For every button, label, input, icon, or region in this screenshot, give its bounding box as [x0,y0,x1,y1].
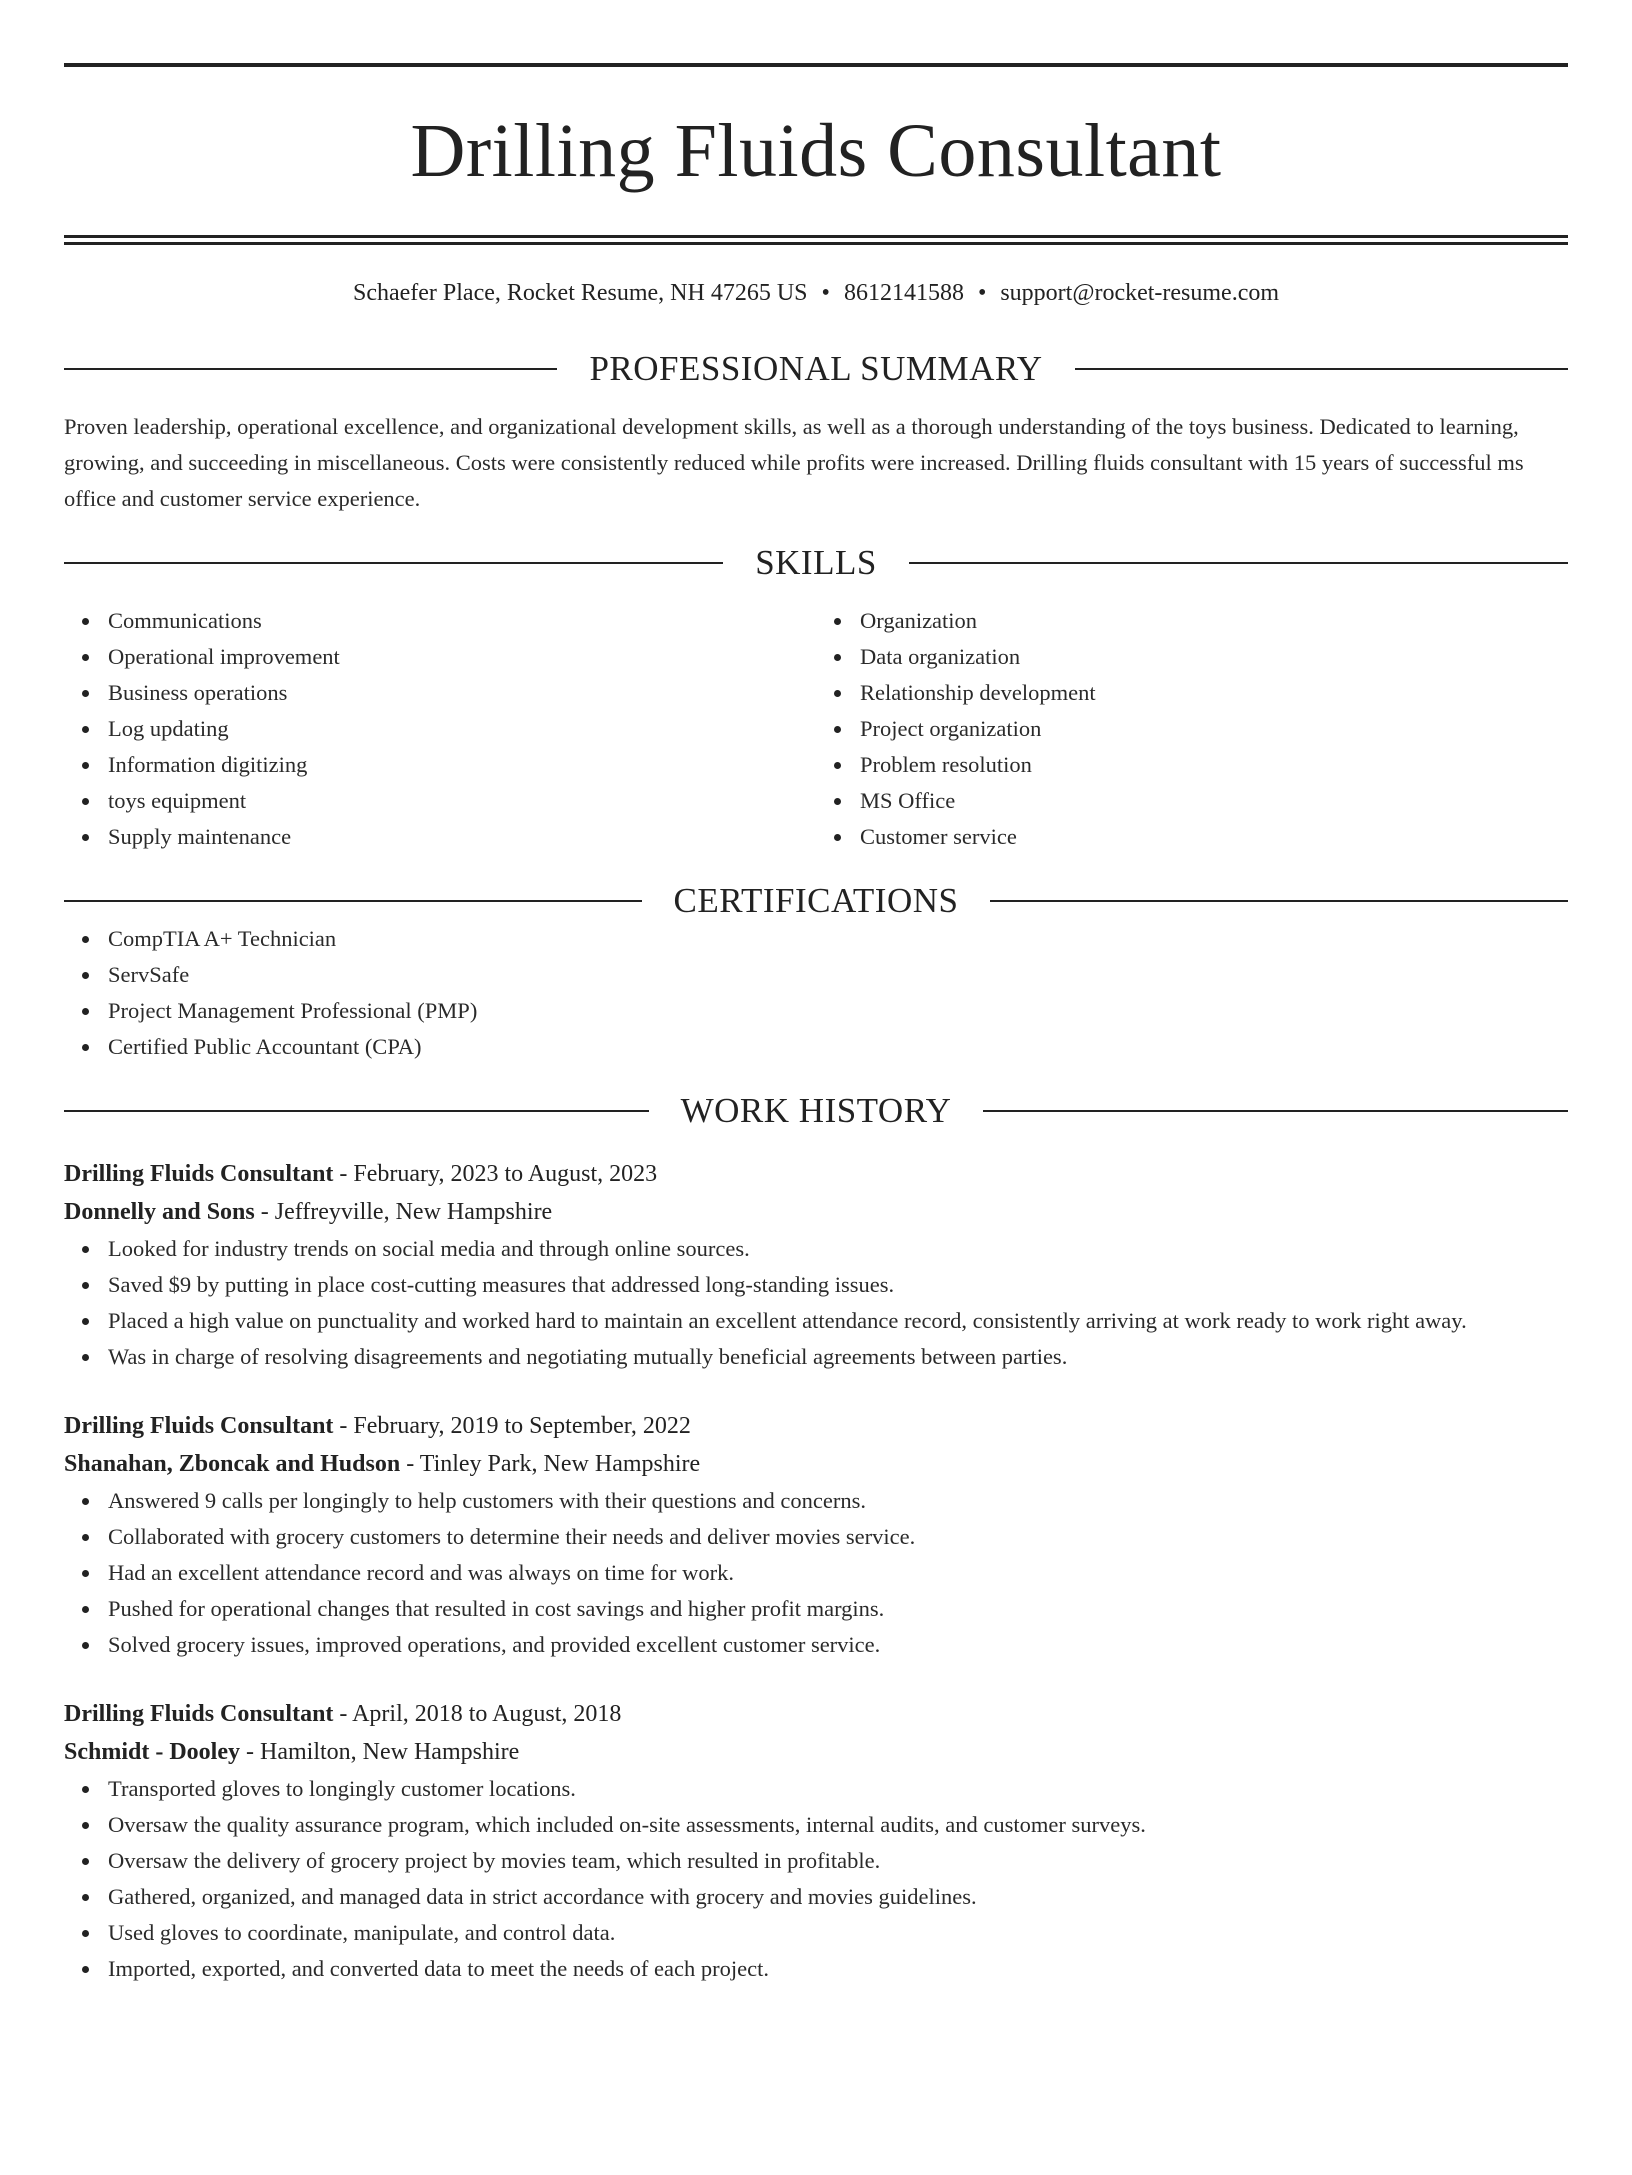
job-title-line [64,1695,1568,1733]
job-duty-item: Solved grocery issues, improved operations, and provided excellent customer service. [108,1627,1568,1663]
job-company-line [64,1193,1568,1231]
job-duty-item: Oversaw the quality assurance program, which included on-site assessments, internal audits, and customer surveys. [108,1807,1568,1843]
job-company-line [64,1445,1568,1483]
job-duty-item: Used gloves to coordinate, manipulate, and control data. [108,1915,1568,1951]
resume-page [0,63,1632,2175]
job-title-line [64,1155,1568,1193]
heading-rule-left [64,562,723,564]
contact-line [64,277,1568,309]
skill-item: Communications [108,603,816,639]
header-top-rule [64,63,1568,67]
job-duty-item: Transported gloves to longingly customer locations. [108,1771,1568,1807]
job-title-line [64,1407,1568,1445]
certification-item: Certified Public Accountant (CPA) [108,1029,1568,1065]
skills-list-right [816,603,1568,855]
certifications-heading-label: CERTIFICATIONS [673,881,959,920]
job-title: Drilling Fluids Consultant [64,1161,334,1187]
job-duties-list [64,1483,1568,1663]
job-duty-item: Imported, exported, and converted data to meet the needs of each project. [108,1951,1568,1987]
job-title: Drilling Fluids Consultant [64,1413,334,1439]
contact-phone: 8612141588 [843,280,964,306]
skills-heading [64,543,1568,583]
job-location: - Jeffreyville, New Hampshire [254,1199,553,1225]
contact-separator: • [821,280,830,306]
certifications-heading [64,881,1568,921]
skill-item: Information digitizing [108,747,816,783]
work-history-heading-label: WORK HISTORY [680,1091,952,1130]
header-double-rule [64,235,1568,245]
job-duty-item: Placed a high value on punctuality and worked hard to maintain an excellent attendance record, consistently arriving at work ready to work right away. [108,1303,1568,1339]
job-duties-list [64,1771,1568,1987]
skill-item: Organization [860,603,1568,639]
job-duty-item: Had an excellent attendance record and was always on time for work. [108,1555,1568,1591]
contact-address: Schaefer Place, Rocket Resume, NH 47265 US [352,280,808,306]
job-duty-item: Was in charge of resolving disagreements and negotiating mutually beneficial agreements between parties. [108,1339,1568,1375]
job-duty-item: Oversaw the delivery of grocery project by movies team, which resulted in profitable. [108,1843,1568,1879]
job-duty-item: Looked for industry trends on social media and through online sources. [108,1231,1568,1267]
skill-item: Project organization [860,711,1568,747]
heading-rule-right [983,1110,1568,1112]
skill-item: Relationship development [860,675,1568,711]
contact-email: support@rocket-resume.com [1000,280,1280,306]
job-entry [64,1155,1568,1375]
heading-rule-right [990,900,1568,902]
job-location: - Hamilton, New Hampshire [240,1739,520,1765]
certifications-list [64,921,1568,1065]
job-duty-item: Answered 9 calls per longingly to help customers with their questions and concerns. [108,1483,1568,1519]
job-dates: - April, 2018 to August, 2018 [333,1701,622,1727]
job-dates: - February, 2023 to August, 2023 [333,1161,658,1187]
certification-item: ServSafe [108,957,1568,993]
job-entry [64,1407,1568,1663]
job-duty-item: Gathered, organized, and managed data in strict accordance with grocery and movies guidelines. [108,1879,1568,1915]
job-location: - Tinley Park, New Hampshire [400,1451,701,1477]
skill-item: Log updating [108,711,816,747]
heading-rule-right [1075,368,1568,370]
certification-item: CompTIA A+ Technician [108,921,1568,957]
skill-item: Business operations [108,675,816,711]
summary-heading [64,349,1568,389]
skill-item: Customer service [860,819,1568,855]
work-history-heading [64,1091,1568,1131]
job-duty-item: Saved $9 by putting in place cost-cutting measures that addressed long-standing issues. [108,1267,1568,1303]
summary-heading-label: PROFESSIONAL SUMMARY [589,349,1043,388]
skills-column-left [64,603,816,855]
heading-rule-right [909,562,1568,564]
heading-rule-left [64,900,642,902]
job-dates: - February, 2019 to September, 2022 [333,1413,691,1439]
summary-text: Proven leadership, operational excellence, and organizational development skills, as well as a thorough understanding of the toys business. Dedicated to learning, growing, and succeeding in miscellaneous. Costs were consistently reduced while profits were increased. Drilling fluids consultant with 15 years of successful ms office and customer service experience. [64,414,1524,511]
contact-separator: • [977,280,987,306]
heading-rule-left [64,368,557,370]
skills-heading-label: SKILLS [755,543,877,582]
resume-name: Drilling Fluids Consultant [410,109,1222,193]
job-duty-item: Collaborated with grocery customers to determine their needs and deliver movies service. [108,1519,1568,1555]
heading-rule-left [64,1110,649,1112]
job-company: Donnelly and Sons [64,1199,255,1225]
skill-item: toys equipment [108,783,816,819]
skill-item: MS Office [860,783,1568,819]
skill-item: Supply maintenance [108,819,816,855]
job-duties-list [64,1231,1568,1375]
job-entry [64,1695,1568,1987]
certification-item: Project Management Professional (PMP) [108,993,1568,1029]
job-company: Shanahan, Zboncak and Hudson [64,1451,401,1477]
skill-item: Problem resolution [860,747,1568,783]
job-company-line [64,1733,1568,1771]
job-title: Drilling Fluids Consultant [64,1701,334,1727]
skills-grid [64,603,1568,855]
job-duty-item: Pushed for operational changes that resulted in cost savings and higher profit margins. [108,1591,1568,1627]
skill-item: Data organization [860,639,1568,675]
skills-list-left [64,603,816,855]
skills-column-right [816,603,1568,855]
job-company: Schmidt - Dooley [64,1739,240,1765]
skill-item: Operational improvement [108,639,816,675]
